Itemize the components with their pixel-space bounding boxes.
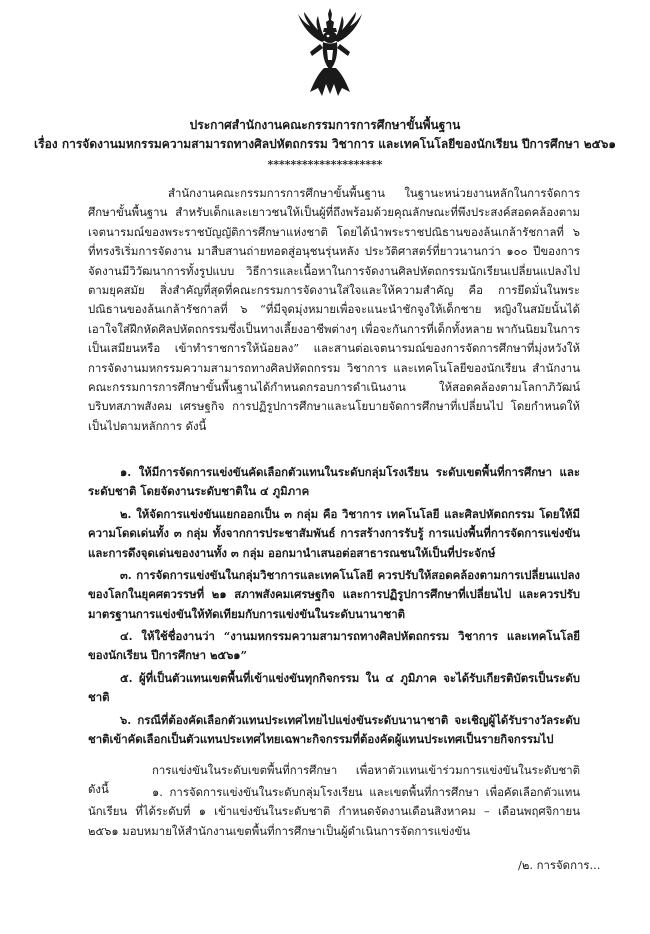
principle-item-2: ๒. ให้จัดการแข่งขันแยกออกเป็น ๓ กลุ่ม คือ วิชาการ เทคโนโลยี และศิลปหัตถกรรม โดยให้มีความโดดเด่นทั้ง ๓ กลุ่ม ทั้งจากการประชาสัมพันธ์ การสร้างการรับรู้ การแบ่งพื้นที่การจัดการแข่งขัน และการดึงจุดเด่นของงานทั้ง ๓ กลุ่ม ออกมานำเสนอต่อสาธารณชนให้เป็นที่ประจักษ์ (88, 507, 580, 560)
principle-item-6: ๖. กรณีที่ต้องคัดเลือกตัวแทนประเทศไทยไปแข่งขันระดับนานาชาติ จะเชิญผู้ได้รับรางวัลระดับชาติเข้าคัดเลือกเป็นตัวแทนประเทศไทยเฉพาะกิจกรรมที่ต้องคัดผู้แทนประเทศเป็นรายกิจกรรมไป (88, 713, 580, 747)
competition-intro: การแข่งขันในระดับเขตพื้นที่การศึกษา เพื่อหาตัวแทนเข้าร่วมการแข่งขันในระดับชาติ ดังนี้ (88, 763, 580, 797)
announcement-title: ประกาศสำนักงานคณะกรรมการการศึกษาขั้นพื้นฐาน (189, 118, 461, 132)
separator-line: ******************** (267, 158, 383, 171)
competition-item-1: ๑. การจัดการแข่งขันในระดับกลุ่มโรงเรียน และเขตพื้นที่การศึกษา เพื่อคัดเลือกตัวแทนนักเรียน ที่ได้ระดับที่ ๑ เข้าแข่งขันในระดับชาติ กำหนดจัดงานเดือนสิงหาคม – เดือนพฤศจิกายน ๒๕๖๑ มอบหมายให้สำนักงานเขตพื้นที่การศึกษาเป็นผู้ดำเนินการจัดการแข่งขัน (88, 785, 580, 838)
principle-item-5: ๕. ผู้ที่เป็นตัวแทนเขตพื้นที่เข้าแข่งขันทุกกิจกรรม ใน ๔ ภูมิภาค จะได้รับเกียรติบัตรเป็นระดับชาติ (88, 671, 580, 705)
principle-item-4: ๔. ให้ใช้ชื่องานว่า “งานมหกรรมความสามารถทางศิลปหัตถกรรม วิชาการ และเทคโนโลยีของนักเรียน ปีการศึกษา ๒๕๖๑” (88, 629, 580, 663)
announcement-subject: เรื่อง การจัดงานมหกรรมความสามารถทางศิลปหัตถกรรม วิชาการ และเทคโนโลยีของนักเรียน ปีการศึกษา ๒๕๖๑ (34, 137, 616, 151)
garuda-emblem-icon (296, 6, 364, 98)
principle-item-1: ๑. ให้มีการจัดการแข่งขันคัดเลือกตัวแทนในระดับกลุ่มโรงเรียน ระดับเขตพื้นที่การศึกษา และระดับชาติ โดยจัดงานระดับชาติใน ๔ ภูมิภาค (88, 465, 580, 499)
intro-paragraph: สำนักงานคณะกรรมการการศึกษาขั้นพื้นฐาน ในฐานะหน่วยงานหลักในการจัดการศึกษาขั้นพื้นฐาน สำหรับเด็กและเยาวชนให้เป็นผู้ที่ถึงพร้อมด้วยคุณลักษณะที่พึงประสงค์สอดคล้องตามเจตนารมณ์ของพระราชบัญญัติการศึกษาแห่งชาติ โดยได้นำพระราชปณิธานของล้นเกล้ารัชกาลที่ ๖ ที่ทรงริเริ่มการจัดงาน มาสืบสานถ่ายทอดสู่อนุชนรุ่นหลัง ประวัติศาสตร์ที่ยาวนานกว่า ๑๐๐ ปีของการจัดงานมีวิวัฒนาการทั้งรูปแบบ วิธีการและเนื้อหาในการจัดงานศิลปหัตถกรรมนักเรียนเปลี่ยนแปลงไปตามยุคสมัย สิ่งสำคัญที่สุดที่คณะกรรมการจัดงานใส่ใจและให้ความสำคัญ คือ การยึดมั่นในพระปณิธานของล้นเกล้ารัชกาลที่ ๖ “ที่มีจุดมุ่งหมายเพื่อจะแนะนำชักจูงให้เด็กชาย หญิงในสมัยนั้นได้เอาใจใส่ฝึกหัดศิลปหัตถกรรมซึ่งเป็นทางเลี้ยงอาชีพต่างๆ เพื่อจะกันการที่เด็กทั้งหลาย พากันนิยมในการเป็นเสมียนหรือ เข้าทำราชการให้น้อยลง” และสานต่อเจตนารมณ์ของการจัดการศึกษาที่มุ่งหวังให้ การจัดงานมหกรรมความสามารถทางศิลปหัตถกรรม วิชาการ และเทคโนโลยีของนักเรียน สำนักงานคณะกรรมการการศึกษาขั้นพื้นฐานได้กำหนดกรอบการดำเนินงาน ให้สอดคล้องตามโลกาภิวัฒน์ บริบทสภาพสังคม เศรษฐกิจ การปฏิรูปการศึกษาและนโยบายจัดการศึกษาที่เปลี่ยนไป โดยกำหนดให้เป็นไปตามหลักการ ดังนี้ (88, 186, 580, 433)
continuation-marker: /๒. การจัดการ... (518, 858, 601, 872)
principle-item-3: ๓. การจัดการแข่งขันในกลุ่มวิชาการและเทคโนโลยี ควรปรับให้สอดคล้องตามการเปลี่ยนแปลงของโลกในยุคศตวรรษที่ ๒๑ สภาพสังคมเศรษฐกิจ และการปฏิรูปการศึกษาที่เปลี่ยนไป และควรปรับมาตรฐานการแข่งขันให้ทัดเทียมกับการแข่งขันในระดับนานาชาติ (88, 568, 580, 621)
